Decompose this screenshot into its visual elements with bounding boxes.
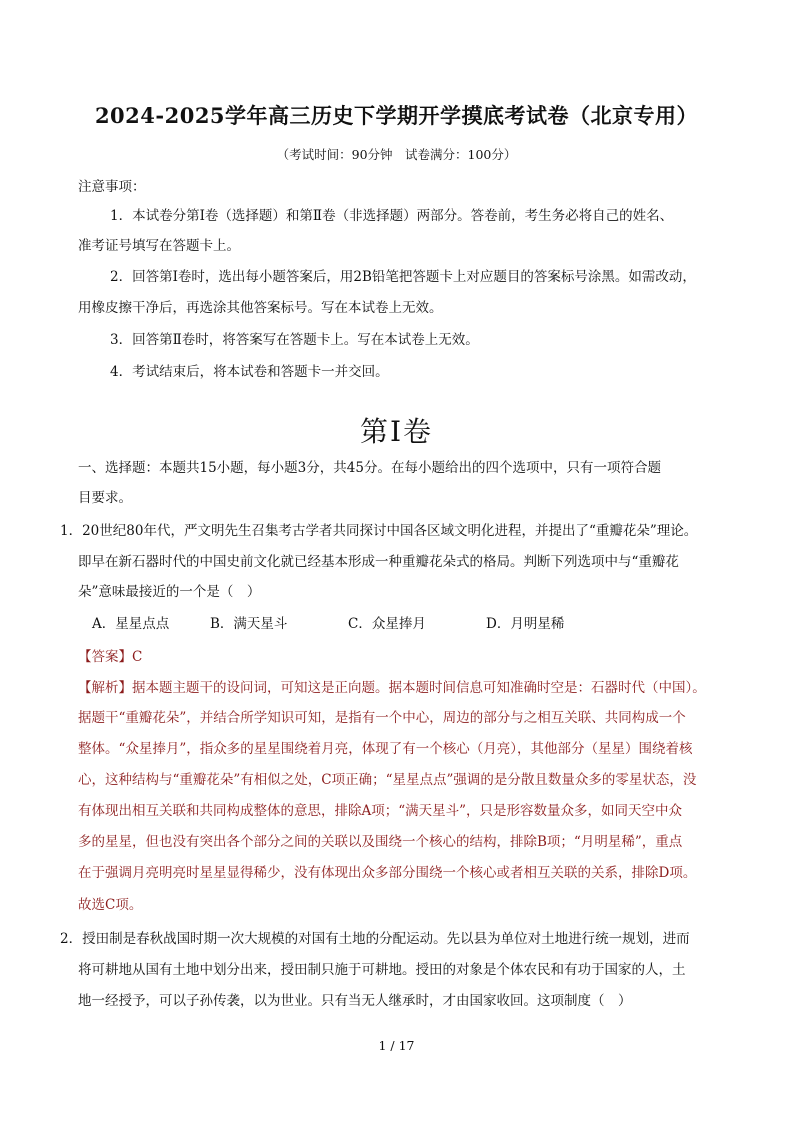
- question-1-line: 1．20世纪80年代，严文明先生召集考古学者共同探讨中国各区域文明化进程，并提出了“重瓣花朵”理论。: [60, 523, 698, 539]
- question-2-line: 2．授田制是春秋战国时期一次大规模的对国有土地的分配运动。先以县为单位对土地进行统一规划，进而: [60, 931, 690, 947]
- page-title: 2024-2025学年高三历史下学期开学摸底考试卷（北京专用）: [94, 103, 699, 128]
- option-b: B．满天星斗: [210, 616, 288, 632]
- analysis-line: 有体现出相互关联和共同构成整体的意思，排除A项；“满天星斗”，只是形容数量众多，如同天空中众: [78, 803, 683, 819]
- notice-heading: 注意事项：: [78, 179, 146, 195]
- answer-label: 【答案】C: [78, 649, 143, 665]
- section-intro-line: 目要求。: [78, 490, 132, 506]
- analysis-line: 多的星星，但也没有突出各个部分之间的关联以及围绕一个核心的结构，排除B项；“月明星稀”，重点: [78, 834, 683, 850]
- analysis-line: 心，这种结构与“重瓣花朵”有相似之处，C项正确；“星星点点”强调的是分散且数量众多的零星状态，没: [78, 772, 697, 788]
- notice-line: 2．回答第Ⅰ卷时，选出每小题答案后，用2B铅笔把答题卡上对应题目的答案标号涂黑。如需改动，: [110, 269, 696, 285]
- page-number: 1 / 17: [378, 1038, 415, 1053]
- notice-line: 用橡皮擦干净后，再选涂其他答案标号。写在本试卷上无效。: [78, 300, 443, 316]
- analysis-line: 整体。“众星捧月”，指众多的星星围绕着月亮，体现了有一个核心（月亮），其他部分（星星）围绕着核: [78, 741, 693, 757]
- section-intro-line: 一、选择题：本题共15小题，每小题3分，共45分。在每小题给出的四个选项中，只有一项符合题: [78, 460, 661, 476]
- analysis-line: 【解析】据本题主题干的设问词，可知这是正向题。据本题时间信息可知准确时空是：石器时代（中国）。: [78, 680, 706, 696]
- analysis-line: 在于强调月亮明亮时星星显得稀少，没有体现出众多部分围绕一个核心或者相互关联的关系，排除D项。: [78, 865, 697, 881]
- notice-line: 准考证号填写在答题卡上。: [78, 238, 240, 254]
- section-title: 第Ⅰ卷: [359, 415, 434, 448]
- notice-line: 4．考试结束后，将本试卷和答题卡一并交回。: [110, 364, 389, 380]
- option-a: A．星星点点: [92, 616, 170, 632]
- option-d: D．月明星稀: [486, 616, 565, 632]
- analysis-line: 故选C项。: [78, 897, 143, 913]
- question-1-line: 即早在新石器时代的中国史前文化就已经基本形成一种重瓣花朵式的格局。判断下列选项中与“重瓣花: [78, 554, 679, 570]
- question-2-line: 将可耕地从国有土地中划分出来，授田制只施于可耕地。授田的对象是个体农民和有功于国家的人，土: [78, 962, 686, 978]
- notice-line: 3．回答第Ⅱ卷时，将答案写在答题卡上。写在本试卷上无效。: [110, 332, 479, 348]
- question-1-line: 朵”意味最接近的一个是（ ）: [78, 584, 261, 600]
- option-c: C．众星捧月: [348, 616, 426, 632]
- question-2-line: 地一经授予，可以子孙传袭，以为世业。只有当无人继承时，才由国家收回。这项制度（ ）: [78, 993, 632, 1009]
- analysis-line: 据题干“重瓣花朵”，并结合所学知识可知，是指有一个中心，周边的部分与之相互关联、共同构成一个: [78, 710, 686, 726]
- exam-time-info: （考试时间：90分钟 试卷满分：100分）: [276, 147, 517, 162]
- notice-line: 1．本试卷分第Ⅰ卷（选择题）和第Ⅱ卷（非选择题）两部分。答卷前，考生务必将自己的姓名、: [110, 208, 674, 224]
